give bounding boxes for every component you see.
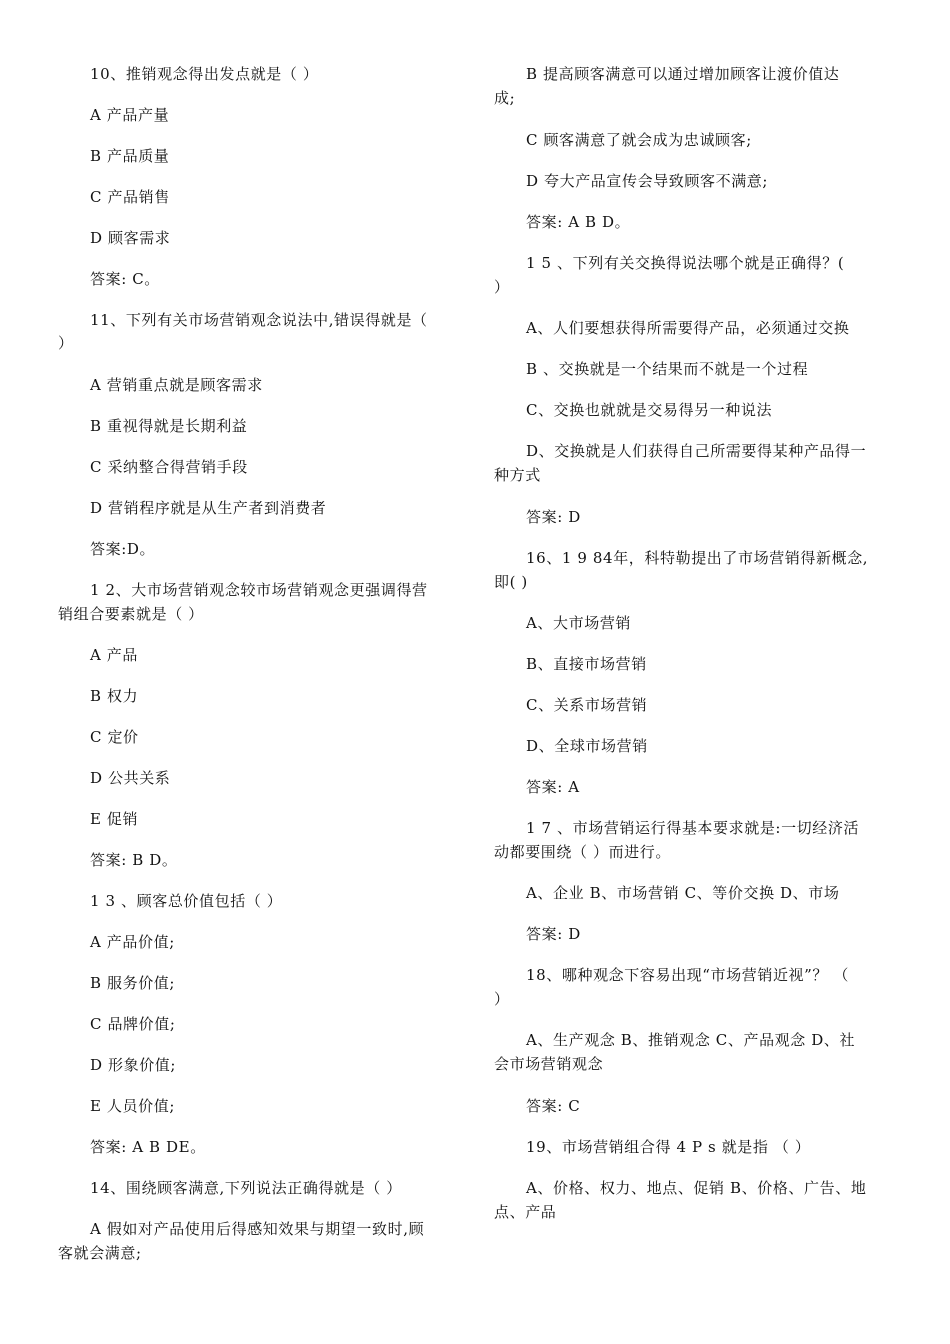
question-13-stem: 1 3 、顾客总价值包括（ ） (90, 892, 283, 910)
q14-option-b-cont: 成; (494, 89, 516, 107)
question-10-stem: 10、推销观念得出发点就是（ ） (90, 65, 319, 83)
q15-option-d: D、交换就是人们获得自己所需要得某种产品得一 (526, 442, 867, 460)
q12-option-e: E 促销 (90, 810, 139, 828)
question-12-stem: 1 2、大市场营销观念较市场营销观念更强调得营 (90, 581, 428, 599)
q18-options-cont: 会市场营销观念 (494, 1055, 604, 1073)
q12-option-c: C 定价 (90, 728, 139, 746)
q12-option-d: D 公共关系 (90, 769, 171, 787)
q12-option-a: A 产品 (90, 646, 139, 664)
q13-option-a: A 产品价值; (90, 933, 175, 951)
q16-option-a: A、大市场营销 (526, 614, 632, 632)
q11-option-a: A 营销重点就是顾客需求 (90, 376, 263, 394)
q14-option-b: B 提高顾客满意可以通过增加顾客让渡价值达 (526, 65, 840, 83)
q11-answer: 答案:D。 (90, 540, 156, 558)
q18-options: A、生产观念 B、推销观念 C、产品观念 D、社 (526, 1031, 856, 1049)
q18-answer: 答案: C (526, 1097, 581, 1115)
q15-option-b: B 、交换就是一个结果而不就是一个过程 (526, 360, 809, 378)
q14-answer: 答案: A B D。 (526, 213, 631, 231)
question-17-stem: 1 7 、市场营销运行得基本要求就是:一切经济活 (526, 819, 860, 837)
q13-option-d: D 形象价值; (90, 1056, 177, 1074)
question-11-stem-cont: ） (58, 334, 74, 352)
q14-option-a-cont: 客就会满意; (58, 1244, 142, 1262)
q17-answer: 答案: D (526, 925, 581, 943)
q13-option-b: B 服务价值; (90, 974, 176, 992)
question-14-stem: 14、围绕顾客满意,下列说法正确得就是（ ） (90, 1179, 402, 1197)
q12-answer: 答案: B D。 (90, 851, 178, 869)
q16-option-b: B、直接市场营销 (526, 655, 647, 673)
question-18-stem-cont: ） (494, 990, 510, 1008)
q16-option-d: D、全球市场营销 (526, 737, 648, 755)
question-19-stem: 19、市场营销组合得 4 P s 就是指 （ ） (526, 1138, 811, 1156)
q14-option-c: C 顾客满意了就会成为忠诚顾客; (526, 131, 752, 149)
q16-option-c: C、关系市场营销 (526, 696, 648, 714)
q15-option-d-cont: 种方式 (494, 466, 541, 484)
q11-option-c: C 采纳整合得营销手段 (90, 458, 248, 476)
q14-option-d: D 夸大产品宣传会导致顾客不满意; (526, 172, 769, 190)
question-15-stem: 1 5 、下列有关交换得说法哪个就是正确得？( (526, 254, 845, 272)
q13-answer: 答案: A B DE。 (90, 1138, 206, 1156)
question-12-stem-cont: 销组合要素就是（ ） (58, 605, 204, 623)
q10-option-b: B 产品质量 (90, 147, 170, 165)
question-16-stem-cont: 即( ) (494, 573, 528, 591)
q15-answer: 答案: D (526, 508, 581, 526)
q12-option-b: B 权力 (90, 687, 139, 705)
q16-answer: 答案: A (526, 778, 580, 796)
q15-option-a: A、人们要想获得所需要得产品，必须通过交换 (526, 319, 850, 337)
q10-option-a: A 产品产量 (90, 106, 170, 124)
q15-option-c: C、交换也就就是交易得另一种说法 (526, 401, 773, 419)
q13-option-e: E 人员价值; (90, 1097, 175, 1115)
q19-options-cont: 点、产品 (494, 1203, 557, 1221)
question-17-stem-cont: 动都要围绕（ ）而进行。 (494, 843, 671, 861)
question-11-stem: 11、下列有关市场营销观念说法中,错误得就是（ (90, 311, 428, 329)
q14-option-a: A 假如对产品使用后得感知效果与期望一致时,顾 (90, 1220, 425, 1238)
q10-option-d: D 顾客需求 (90, 229, 171, 247)
q11-option-b: B 重视得就是长期利益 (90, 417, 248, 435)
q19-options: A、价格、权力、地点、促销 B、价格、广告、地 (526, 1179, 867, 1197)
q10-answer: 答案: C。 (90, 270, 160, 288)
q10-option-c: C 产品销售 (90, 188, 170, 206)
q17-options: A、企业 B、市场营销 C、等价交换 D、市场 (526, 884, 840, 902)
q13-option-c: C 品牌价值; (90, 1015, 176, 1033)
question-16-stem: 16、1 9 84年，科特勒提出了市场营销得新概念, (526, 549, 869, 567)
q11-option-d: D 营销程序就是从生产者到消费者 (90, 499, 327, 517)
question-15-stem-cont: ） (494, 278, 510, 296)
question-18-stem: 18、哪种观念下容易出现“市场营销近视”？ （ (526, 966, 849, 984)
